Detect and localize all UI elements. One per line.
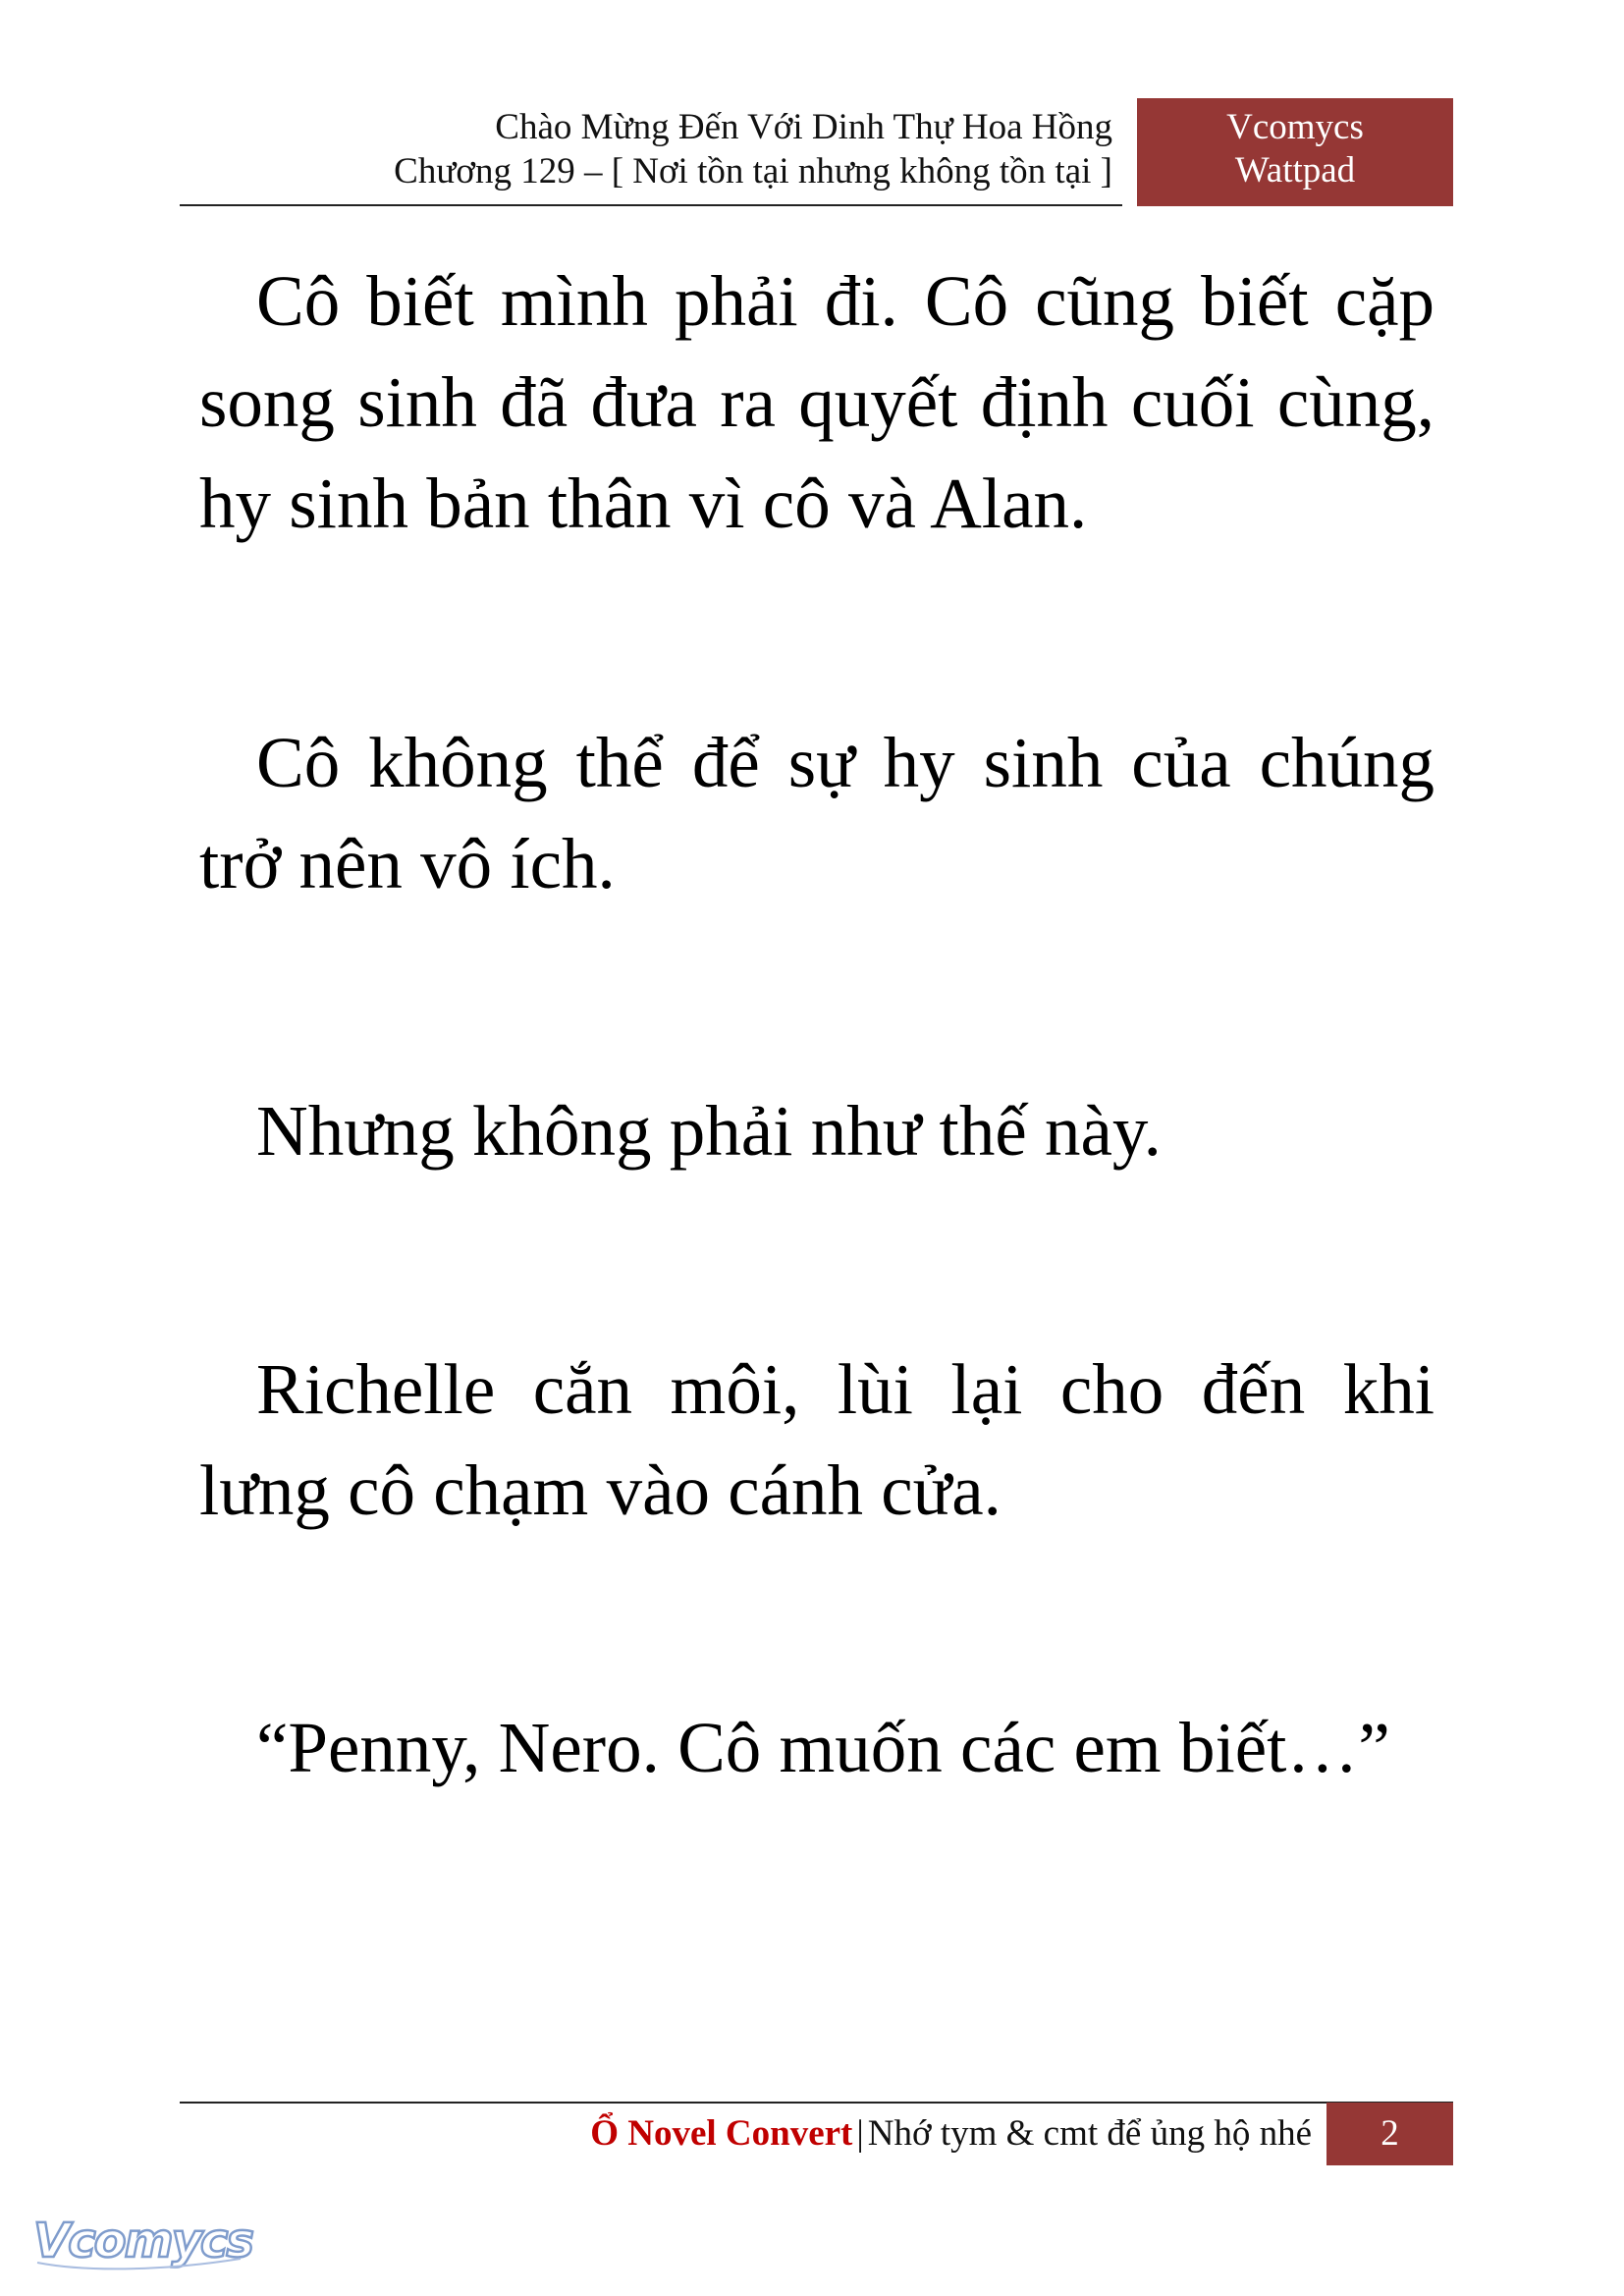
svg-text:Vcomycs: Vcomycs (33, 2214, 252, 2269)
paragraph: Richelle cắn môi, lùi lại cho đến khi lưng cô chạm vào cánh cửa. (199, 1349, 1435, 1530)
badge-platform-name: Wattpad (1234, 150, 1356, 191)
header-badge (1137, 98, 1453, 206)
paragraph: Cô không thể để sự hy sinh của chúng trở nên vô ích. (199, 723, 1435, 903)
footer-separator: | (856, 2113, 864, 2154)
paragraph: Cô biết mình phải đi. Cô cũng biết cặp song sinh đã đưa ra quyết định cuối cùng, hy sinh bản thân vì cô và Alan. (199, 261, 1435, 543)
page-header (180, 98, 1453, 206)
book-title: Chào Mừng Đến Với Dinh Thự Hoa Hồng (495, 107, 1112, 147)
paragraph: Nhưng không phải như thế này. (256, 1091, 1162, 1171)
footer-divider (180, 2102, 1453, 2104)
chapter-title: Chương 129 – [ Nơi tồn tại nhưng không tồn tại ] (394, 151, 1112, 191)
page-footer (590, 2109, 1312, 2159)
vcomycs-logo (29, 2208, 255, 2276)
badge-source-name: Vcomycs (1226, 107, 1364, 147)
header-titles (180, 98, 1122, 206)
paragraph: “Penny, Nero. Cô muốn các em biết…” (256, 1708, 1390, 1787)
footer-brand: Ổ Novel Convert (590, 2113, 853, 2154)
footer-message: Nhớ tym & cmt để ủng hộ nhé (867, 2113, 1312, 2154)
page-number: 2 (1326, 2103, 1453, 2165)
